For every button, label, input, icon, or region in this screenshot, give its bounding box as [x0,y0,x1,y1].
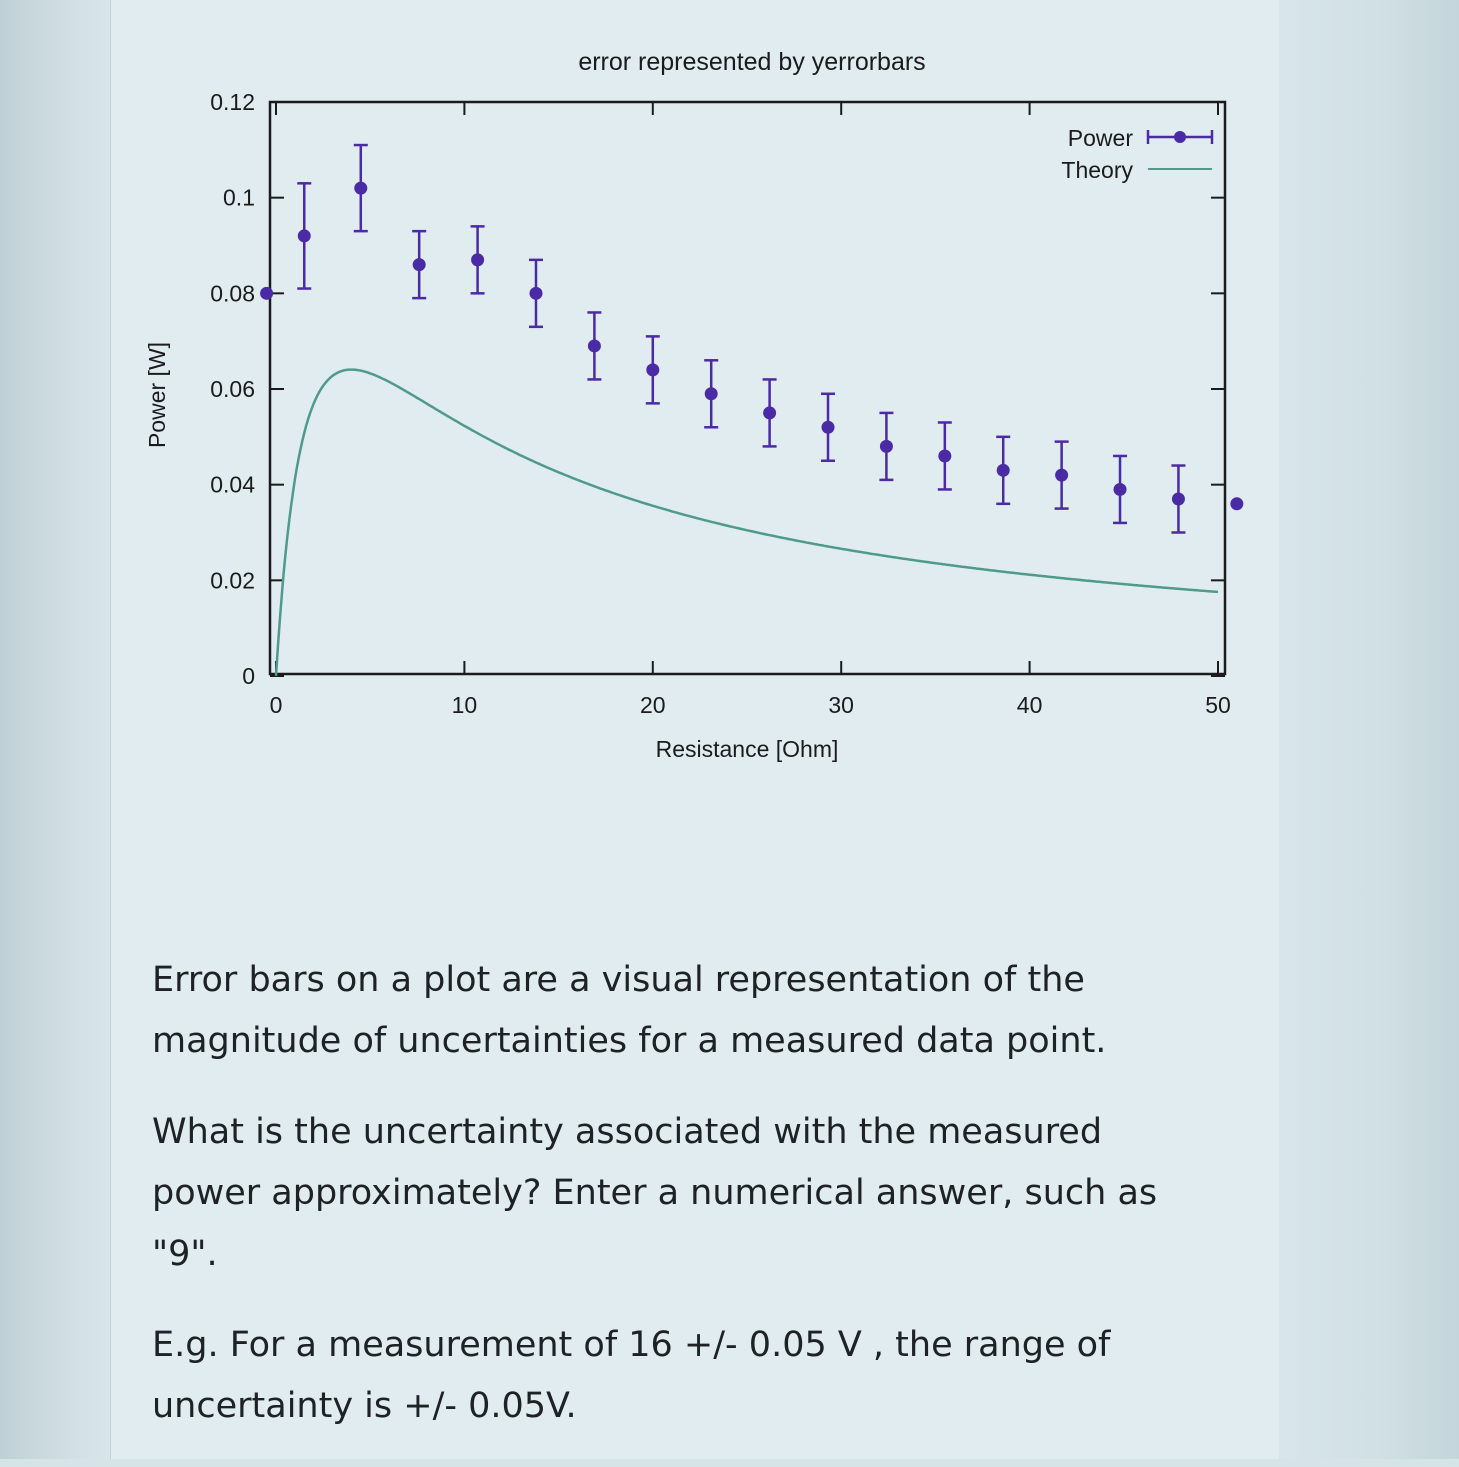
data-point [1230,497,1243,510]
question-paragraph-3 [152,1315,1252,1437]
y-axis-label: Power [W] [144,341,170,449]
legend [1061,125,1212,183]
y-tick-label: 0.06 [210,376,255,402]
x-tick-label: 30 [828,692,854,718]
paragraph-2-line-2: power approximately? Enter a numerical answer, such as [152,1173,1158,1213]
theory-series [276,370,1218,676]
x-tick-label: 10 [451,692,478,718]
data-point [529,287,542,300]
data-point [763,406,776,419]
question-text [152,950,1252,1467]
data-point [822,421,835,434]
y-tick-label: 0.02 [210,567,255,594]
paragraph-1-line-1: Error bars on a plot are a visual representation of the [152,960,1085,1000]
data-point [260,287,273,300]
data-point [646,363,659,376]
data-point [997,464,1010,477]
legend-label-theory: Theory [1061,157,1133,183]
data-point [298,229,311,242]
data-point [1172,493,1185,506]
data-point [705,387,718,400]
y-tick-label: 0.12 [210,89,255,115]
paragraph-3-line-1: E.g. For a measurement of 16 +/- 0.05 V , the range of [152,1325,1111,1365]
y-tick-label: 0.08 [210,280,255,307]
x-axis [270,102,1231,718]
data-point [938,449,951,462]
paragraph-2-line-3: "9". [152,1234,218,1274]
x-tick-label: 40 [1016,692,1043,718]
data-point [588,339,601,352]
paragraph-3-line-2: uncertainty is +/- 0.05V. [152,1386,577,1426]
paragraph-2-line-1: What is the uncertainty associated with the measured [152,1112,1103,1152]
theory-line [276,370,1218,676]
data-point [354,182,367,195]
data-point [413,258,426,271]
legend-label-power: Power [1067,125,1133,151]
paragraph-1-line-2: magnitude of uncertainties for a measured data point. [152,1021,1107,1061]
y-tick-label: 0 [242,663,255,689]
data-point [1055,469,1068,482]
data-point [471,253,484,266]
y-tick-label: 0.1 [223,184,255,211]
x-axis-label: Resistance [Ohm] [655,736,839,762]
question-paragraph-2 [152,1102,1252,1285]
x-tick-label: 50 [1205,692,1231,718]
question-paragraph-1 [152,950,1252,1072]
legend-power-marker [1174,131,1186,143]
x-tick-label: 20 [640,692,666,718]
data-point [1114,483,1127,496]
data-point [880,440,893,453]
power-series [260,145,1243,532]
x-tick-label: 0 [269,692,283,718]
chart-title: error represented by yerrorbars [578,48,926,76]
plot-frame [270,102,1225,674]
y-tick-label: 0.04 [210,471,255,498]
